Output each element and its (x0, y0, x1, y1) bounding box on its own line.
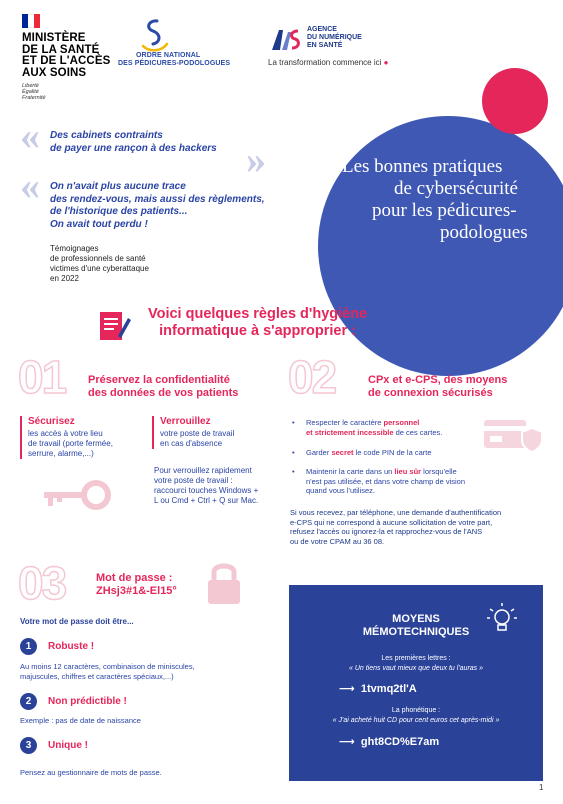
mnemonic-title: MOYENS MÉMOTECHNIQUES (362, 613, 470, 638)
first-letters-result: ⟶ 1tvmq2tl'A (339, 683, 417, 695)
ans-logo-icon (270, 26, 304, 52)
quote-open-icon: « (20, 163, 40, 208)
lock-shortcut-tip: Pour verrouillez rapidement votre poste de travail : raccourci touches Windows + L ou Cmd + Ctrl + Q sur Mac. (154, 466, 259, 505)
padlock-icon (204, 558, 244, 606)
section3-title: Mot de passe : ZHsj3#1&-El15° (96, 572, 177, 597)
number-badge: 1 (20, 638, 37, 655)
decorative-red-circle (482, 68, 548, 134)
ministry-name: MINISTÈRE DE LA SANTÉ ET DE L'ACCÈS AUX SOINS (22, 32, 111, 79)
card-shield-icon (482, 414, 546, 454)
french-flag-icon (22, 14, 40, 28)
section1-title: Préservez la confidentialité des données de vos patients (88, 374, 239, 399)
page-number: 1 (539, 783, 544, 792)
section-number-02: 02 (288, 351, 336, 403)
mnemonic-box (289, 585, 543, 781)
quote-lost-data: On n'avait plus aucune trace des rendez-vous, mais aussi des règlements, de l'historique des patients... On avait tout perdu ! (50, 181, 265, 230)
testimony-caption: Témoignages de professionnels de santé victimes d'une cyberattaque en 2022 (50, 244, 149, 283)
password-intro: Votre mot de passe doit être... (20, 617, 134, 626)
republic-motto: Liberté Égalité Fraternité (22, 83, 46, 101)
rules-title: Voici quelques règles d'hygiène informatique à s'approprier : (148, 306, 368, 339)
section2-title: CPx et e-CPS, des moyens de connexion sécurisés (368, 374, 508, 399)
unique-heading: Unique ! (48, 740, 88, 751)
bullet-personal-card: • Respecter le caractère personnel et strictement incessible de ces cartes. (292, 418, 443, 437)
phonetic-heading: La phonétique : (391, 707, 441, 714)
robust-heading: Robuste ! (48, 641, 95, 652)
quote-close-icon: » (246, 137, 266, 182)
unpredictable-body: Exemple : pas de date de naissance (20, 716, 141, 725)
ans-tagline: La transformation commence ici ● (268, 58, 389, 67)
first-letters-heading: Les premières lettres : (381, 655, 451, 662)
lock-block: Verrouillez votre poste de travail en cas d'absence (152, 416, 234, 449)
unpredictable-heading: Non prédictible ! (48, 696, 127, 707)
bullet-safe-place: • Maintenir la carte dans un lieu sûr lorsqu'elle n'est pas utilisée, et dans votre champ de vision quand vous l'utilisez. (292, 467, 466, 495)
onp-name: ORDRE NATIONAL DES PÉDICURES-PODOLOGUES (118, 52, 231, 67)
onp-logo-icon (135, 18, 175, 54)
phonetic-result: ⟶ ght8CD%E7am (339, 736, 440, 748)
section-number-03: 03 (18, 557, 66, 609)
document-pen-icon (98, 308, 132, 342)
key-icon (40, 478, 112, 512)
quote-open-icon: « (20, 113, 40, 158)
first-letters-quote: « Un tiens vaut mieux que deux tu l'auras » (348, 665, 484, 672)
page-title: Les bonnes pratiques de cybersécurité pour les pédicures- podologues (342, 156, 528, 243)
ans-name: AGENCE DU NUMÉRIQUE EN SANTÉ (307, 26, 362, 49)
password-manager-tip: Pensez au gestionnaire de mots de passe. (20, 768, 162, 777)
secure-block: Sécurisez les accès à votre lieu de travail (porte fermée, serrure, alarme,...) (20, 416, 113, 459)
phone-auth-warning: Si vous recevez, par téléphone, une demande d'authentification e-CPS qui ne correspond à aucune sollicitation de votre part, refusez l'accès ou ignorez-la et rapprochez-vous de l'ANS ou de votre CPAM au 36 08. (290, 508, 502, 546)
number-badge: 2 (20, 693, 37, 710)
quote-ransom: Des cabinets contraints de payer une rançon à des hackers (50, 130, 217, 154)
robust-body: Au moins 12 caractères, combinaison de miniscules, majuscules, chiffres et caractères spéciaux,...) (20, 662, 195, 681)
bullet-pin-secret: • Garder secret le code PIN de la carte (292, 448, 432, 457)
number-badge: 3 (20, 737, 37, 754)
section-number-01: 01 (18, 351, 66, 403)
phonetic-quote: « J'ai acheté huit CD pour cent euros cet après-midi » (332, 717, 500, 724)
